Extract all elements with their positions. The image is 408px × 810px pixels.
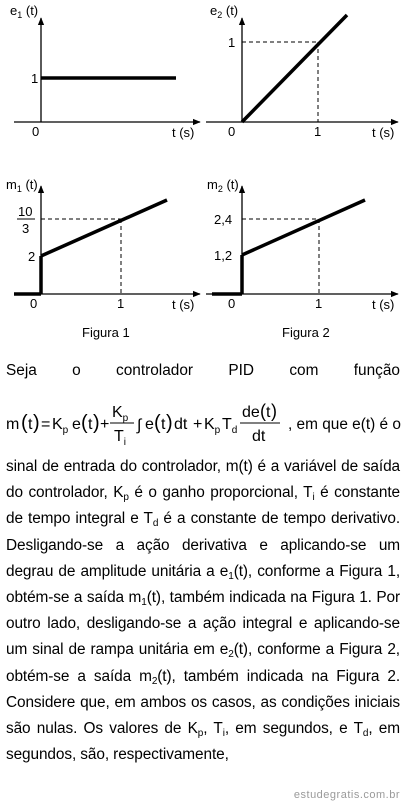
intro-word: controlador [116, 362, 194, 379]
x-label: t (s) [172, 125, 195, 140]
y-tick-1: 1 [228, 35, 236, 50]
svg-text:t: t [88, 416, 93, 433]
y-label: $e_2$ (t) [210, 3, 239, 20]
y-tick-1-2: 1,2 [214, 248, 233, 263]
output-ramp-line [41, 200, 167, 256]
intro-word: função [353, 362, 400, 379]
svg-text:): ) [271, 401, 277, 421]
graph-m2 [206, 177, 398, 312]
y-tick-frac-num: 10 [18, 204, 33, 219]
svg-text:t: t [266, 404, 271, 421]
svg-text:m: m [6, 416, 20, 433]
svg-text:+: + [100, 416, 110, 433]
svg-text:Kp: $K_p$ [52, 416, 69, 436]
svg-text:dt: dt [252, 428, 266, 445]
figure-1-caption: Figura 1 [82, 325, 130, 340]
svg-text:Ti: $T_i$ [114, 428, 127, 448]
svg-text:(: ( [154, 412, 161, 434]
svg-text:(: ( [81, 412, 88, 434]
svg-text:): ) [166, 412, 173, 434]
figures-svg [0, 0, 408, 350]
watermark: estudegratis.com.br [293, 789, 400, 801]
x-tick-1: 1 [314, 124, 322, 139]
svg-text:t: t [161, 416, 166, 433]
pid-formula-line [6, 398, 404, 454]
origin-label: 0 [30, 296, 38, 311]
graph-e1 [10, 3, 200, 140]
svg-text:Td: $T_d$ [222, 416, 238, 436]
intro-word: Seja [6, 362, 37, 379]
graph-m1 [6, 177, 200, 312]
y-label: $e_1$ (t) [10, 3, 39, 20]
intro-word: o [72, 362, 81, 379]
svg-text:e: e [72, 416, 81, 433]
graph-e2 [206, 3, 398, 140]
svg-text:Kp: $K_p$ [204, 416, 221, 436]
origin-label: 0 [32, 124, 40, 139]
x-label: t (s) [372, 297, 395, 312]
intro-word: com [289, 362, 319, 379]
intro-line [6, 362, 400, 380]
svg-text:=: = [41, 416, 51, 433]
svg-text:(: ( [21, 412, 28, 434]
intro-word: PID [228, 362, 255, 379]
problem-paragraph: sinal de entrada do controlador, m(t) é a variável de saída do controlador, $K_p$ é o ganho proporcional, $T_i$ é constante de tempo integral e $T_d$ é a constante de tempo derivativo. Desligando-se a ação derivativa e aplicando-se um degrau de amplitude unitária a $e_1(t)$, conforme a Figura 1, obtém-se a saída $m_1(t)$, também indicada na Figura 1. Por outro lado, desligando-se a ação integral e aplicando-se um sinal de rampa unitária em $e_2(t)$, conforme a Figura 2, obtém-se a saída $m_2(t)$, também indicada na Figura 2. Considere que, em ambos os casos, as condições iniciais são nulas. Os valores de $K_p$, $T_i$, em segundos, e $T_d$, em segundos, são, respectivamente, [6, 458, 400, 764]
y-label: $m_1$ (t) [6, 177, 38, 194]
formula-suffix: , em que e(t) é o [288, 416, 401, 433]
x-tick-1: 1 [117, 296, 125, 311]
ramp-signal-line [242, 15, 347, 122]
pid-formula [6, 398, 286, 454]
svg-text:(: ( [260, 401, 266, 421]
svg-text:de: de [242, 404, 260, 421]
x-tick-1: 1 [315, 296, 323, 311]
svg-text:∫: ∫ [137, 417, 142, 434]
origin-label: 0 [228, 124, 236, 139]
svg-text:dt: dt [174, 416, 188, 433]
y-tick-2: 2 [28, 249, 36, 264]
y-label: $m_2$ (t) [207, 177, 239, 194]
y-tick-1: 1 [31, 71, 39, 86]
output-ramp-line [242, 200, 365, 255]
svg-text:e: e [145, 416, 154, 433]
svg-text:): ) [33, 412, 40, 434]
x-label: t (s) [372, 125, 395, 140]
origin-label: 0 [228, 296, 236, 311]
y-tick-frac-den: 3 [22, 221, 30, 236]
svg-text:Kp: $K_p$ [112, 404, 129, 424]
svg-text:): ) [93, 412, 100, 434]
svg-text:t: t [28, 416, 33, 433]
svg-text:+: + [193, 416, 203, 433]
figure-2-caption: Figura 2 [282, 325, 330, 340]
y-tick-2-4: 2,4 [214, 212, 233, 227]
x-label: t (s) [172, 297, 195, 312]
